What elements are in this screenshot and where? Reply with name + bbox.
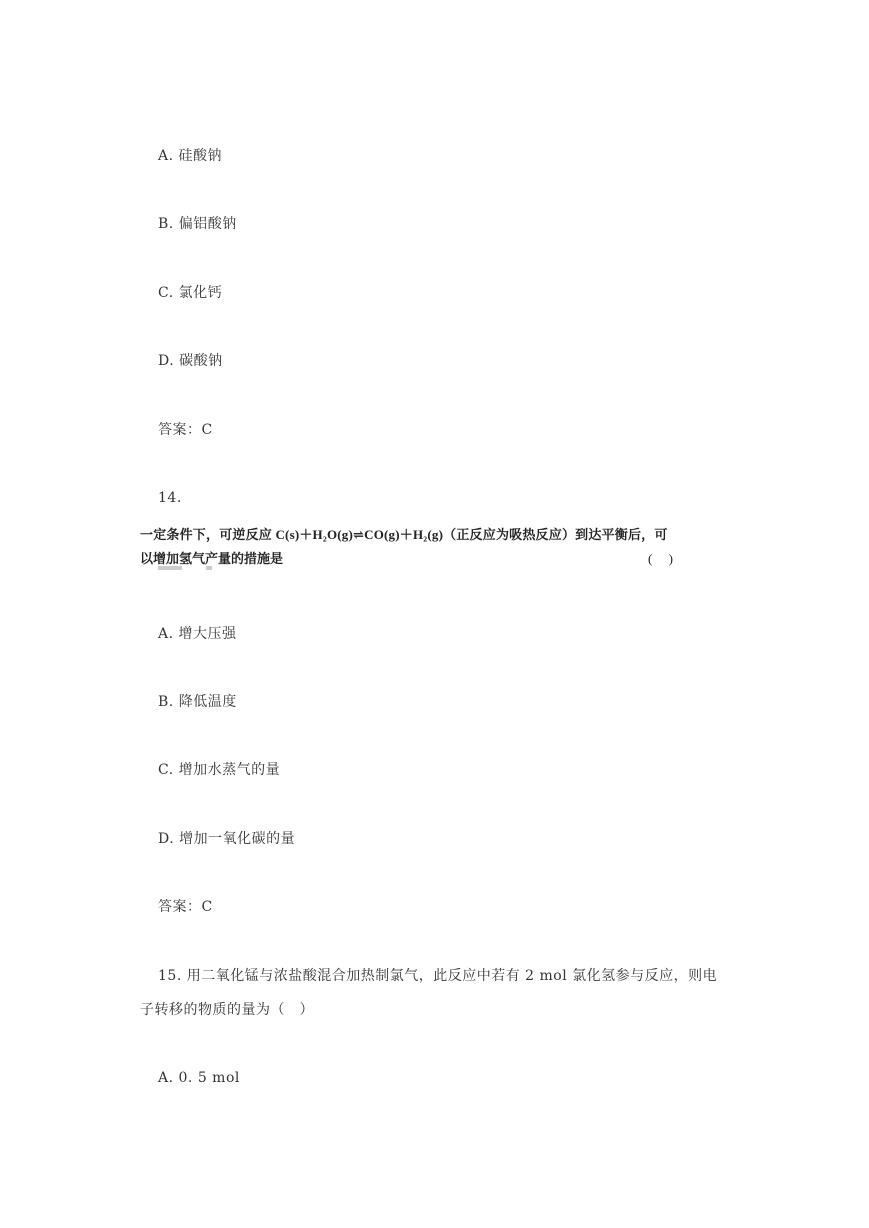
- q15-stem-line2: 子转移的物质的量为（ ）: [140, 1002, 314, 1018]
- q13-option-b: B. 偏铝酸钠: [158, 216, 237, 232]
- q14-stem-line2: 以增加氢气产量的措施是: [140, 551, 284, 566]
- q14-option-c: C. 增加水蒸气的量: [158, 762, 281, 778]
- q15-option-a: A. 0. 5 mol: [158, 1070, 240, 1086]
- q13-option-c: C. 氯化钙: [158, 285, 223, 301]
- q15-stem-line1: 15. 用二氧化锰与浓盐酸混合加热制氯气，此反应中若有 2 mol 氯化氢参与反应，则电: [158, 968, 718, 984]
- scan-artifact: [206, 566, 212, 570]
- q13-option-d: D. 碳酸钠: [158, 353, 223, 369]
- q14-stem-image: [140, 522, 696, 572]
- q13-option-a: A. 硅酸钠: [158, 148, 223, 164]
- q14-stem-paren: ( ): [648, 551, 673, 566]
- q14-option-b: B. 降低温度: [158, 694, 237, 710]
- q14-option-a: A. 增大压强: [158, 626, 237, 642]
- q14-answer: 答案：C: [158, 899, 213, 915]
- q14-stem-line1: 一定条件下，可逆反应 C(s)＋H₂O(g)⇌CO(g)＋H₂(g)（正反应为吸热反应）到达平衡后，可: [140, 527, 668, 542]
- scan-artifact: [158, 566, 182, 570]
- q14-option-d: D. 增加一氧化碳的量: [158, 831, 296, 847]
- q13-answer: 答案：C: [158, 422, 213, 438]
- q14-number: 14.: [158, 490, 182, 506]
